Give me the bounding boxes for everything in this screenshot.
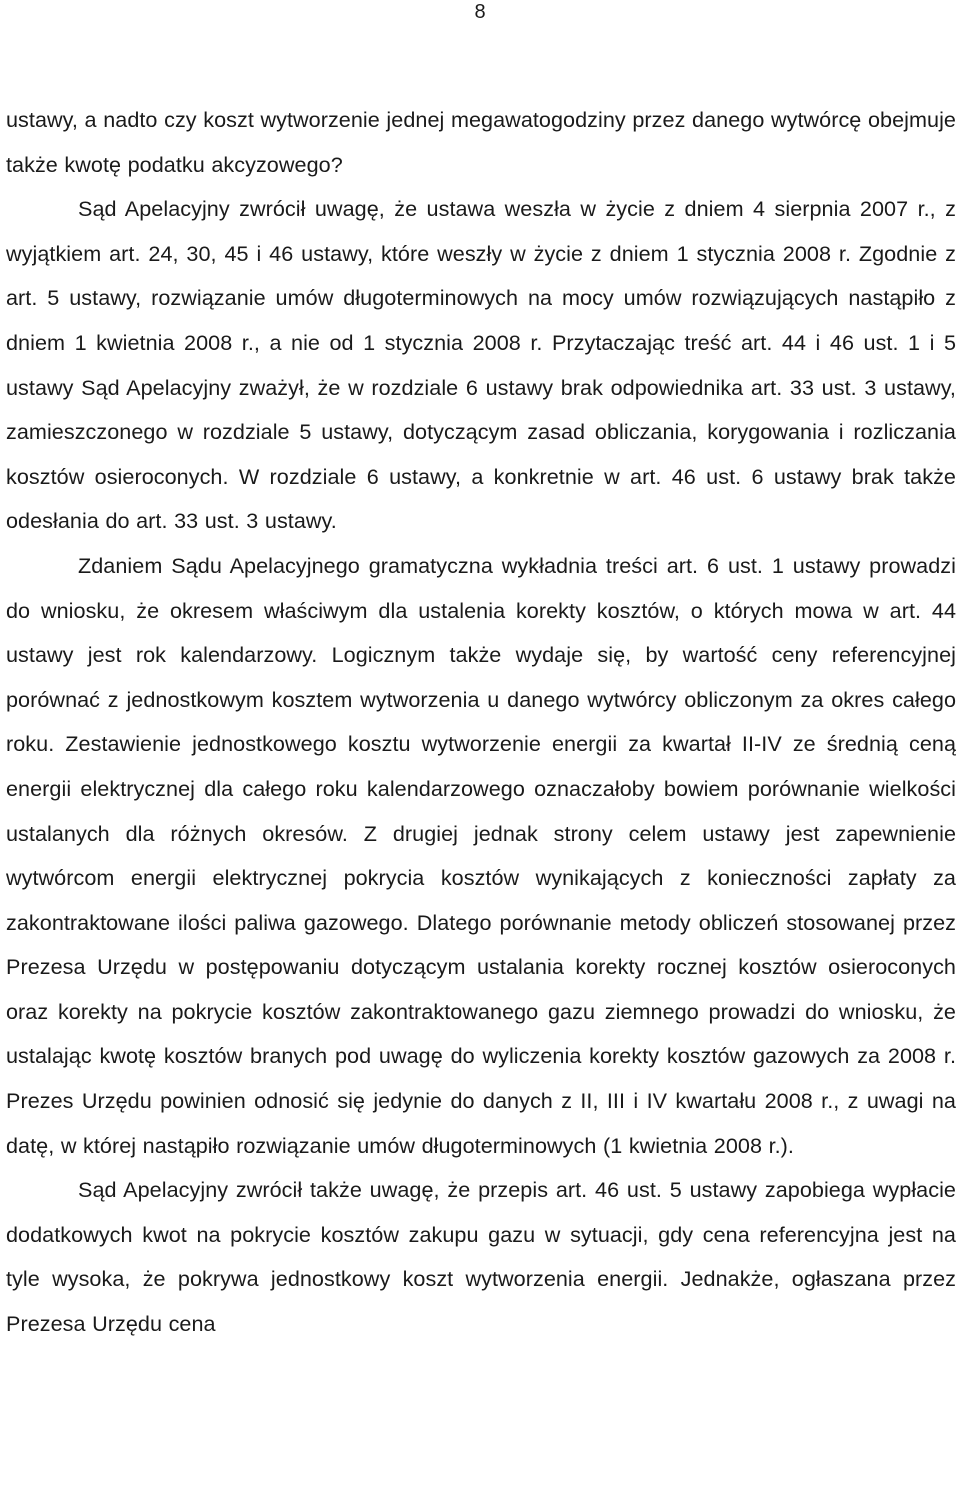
document-body (6, 98, 956, 1347)
paragraph: ustawy, a nadto czy koszt wytworzenie jednej megawatogodziny przez danego wytwórcę obejmuje także kwotę podatku akcyzowego? (6, 107, 956, 177)
paragraph: Zdaniem Sądu Apelacyjnego gramatyczna wykładnia treści art. 6 ust. 1 ustawy prowadzi do wniosku, że okresem właściwym dla ustalenia korekty kosztów, o których mowa w art. 44 ustawy jest rok kalendarzowy. Logicznym także wydaje się, by wartość ceny referencyjnej porównać z jednostkowym kosztem wytworzenia u danego wytwórcy obliczonym za okres całego roku. Zestawienie jednostkowego kosztu wytworzenie energii za kwartał II-IV ze średnią ceną energii elektrycznej dla całego roku kalendarzowego oznaczałoby bowiem porównanie wielkości ustalanych dla różnych okresów. Z drugiej jednak strony celem ustawy jest zapewnienie wytwórcom energii elektrycznej pokrycia kosztów wynikających z konieczności zapłaty za zakontraktowane ilości paliwa gazowego. Dlatego porównanie metody obliczeń stosowanej przez Prezesa Urzędu w postępowaniu dotyczącym ustalania korekty rocznej kosztów osieroconych oraz korekty na pokrycie kosztów zakontraktowanego gazu ziemnego prowadzi do wniosku, że ustalając kwotę kosztów branych pod uwagę do wyliczenia korekty kosztów gazowych za 2008 r. Prezes Urzędu powinien odnosić się jedynie do danych z II, III i IV kwartału 2008 r., z uwagi na datę, w której nastąpiło rozwiązanie umów długoterminowych (1 kwietnia 2008 r.). (6, 552, 956, 1158)
paragraph: Sąd Apelacyjny zwrócił także uwagę, że przepis art. 46 ust. 5 ustawy zapobiega wypłacie dodatkowych kwot na pokrycie kosztów zakupu gazu w sytuacji, gdy cena referencyjna jest na tyle wysoka, że pokrywa jednostkowy koszt wytworzenia energii. Jednakże, ogłaszana przez Prezesa Urzędu cena (6, 1177, 956, 1337)
paragraph: Sąd Apelacyjny zwrócił uwagę, że ustawa weszła w życie z dniem 4 sierpnia 2007 r., z wyjątkiem art. 24, 30, 45 i 46 ustawy, które weszły w życie z dniem 1 stycznia 2008 r. Zgodnie z art. 5 ustawy, rozwiązanie umów długoterminowych na mocy umów rozwiązujących nastąpiło z dniem 1 kwietnia 2008 r., a nie od 1 stycznia 2008 r. Przytaczając treść art. 44 i 46 ust. 1 i 5 ustawy Sąd Apelacyjny zważył, że w rozdziale 6 ustawy brak odpowiednika art. 33 ust. 3 ustawy, zamieszczonego w rozdziale 5 ustawy, dotyczącym zasad obliczania, korygowania i rozliczania kosztów osieroconych. W rozdziale 6 ustawy, a konkretnie w art. 46 ust. 6 ustawy brak także odesłania do art. 33 ust. 3 ustawy. (6, 196, 956, 534)
page-number: 8 (474, 1, 486, 23)
